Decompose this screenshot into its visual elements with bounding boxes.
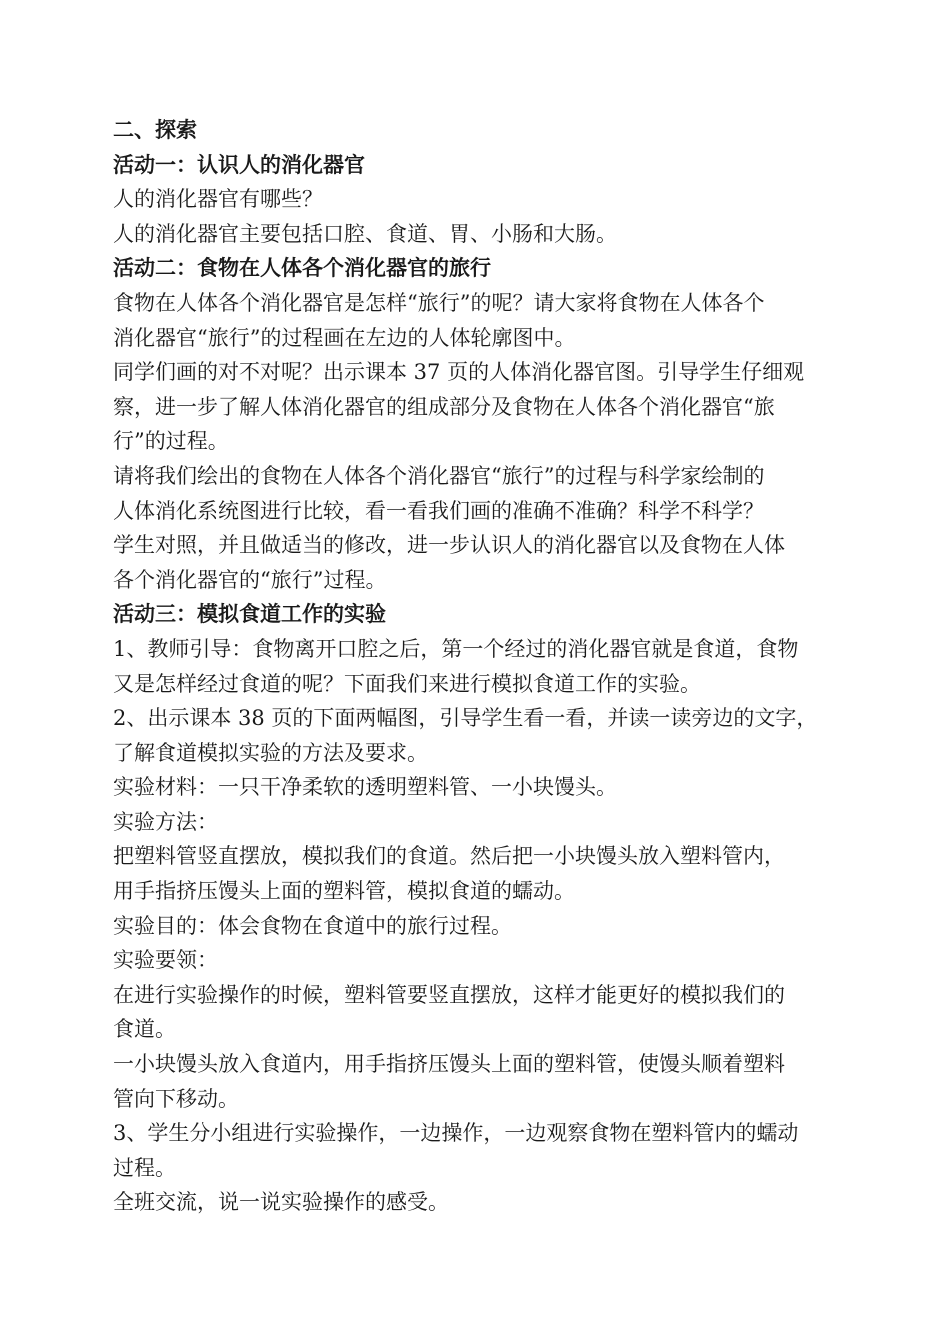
paragraph-line: 一小块馒头放入食道内，用手指挤压馒头上面的塑料管，使馒头顺着塑料 <box>113 1052 785 1077</box>
paragraph-line: 人的消化器官主要包括口腔、食道、胃、小肠和大肠。 <box>113 221 617 246</box>
paragraph-line: 过程。 <box>113 1155 176 1180</box>
activity-heading: 活动一：认识人的消化器官 <box>113 152 365 177</box>
paragraph-line: 同学们画的对不对呢？出示课本 37 页的人体消化器官图。引导学生仔细观 <box>113 360 805 385</box>
paragraph-line: 各个消化器官的“旅行”过程。 <box>113 567 387 592</box>
paragraph-line: 用手指挤压馒头上面的塑料管，模拟食道的蠕动。 <box>113 879 575 904</box>
section-heading: 二、探索 <box>113 118 197 142</box>
paragraph-line: 实验目的：体会食物在食道中的旅行过程。 <box>113 913 512 938</box>
paragraph-line: 3、学生分小组进行实验操作，一边操作，一边观察食物在塑料管内的蠕动 <box>113 1121 799 1146</box>
paragraph-line: 消化器官“旅行”的过程画在左边的人体轮廓图中。 <box>113 325 576 350</box>
paragraph-line: 2、出示课本 38 页的下面两幅图，引导学生看一看，并读一读旁边的文字， <box>113 706 818 731</box>
paragraph-line: 管向下移动。 <box>113 1086 239 1111</box>
paragraph-line: 察，进一步了解人体消化器官的组成部分及食物在人体各个消化器官“旅 <box>113 394 775 419</box>
paragraph-line: 把塑料管竖直摆放，模拟我们的食道。然后把一小块馒头放入塑料管内， <box>113 844 785 869</box>
paragraph-line: 行”的过程。 <box>113 429 229 454</box>
document-page <box>113 113 853 1220</box>
paragraph-line: 1、教师引导：食物离开口腔之后，第一个经过的消化器官就是食道，食物 <box>113 636 799 661</box>
paragraph-line: 全班交流，说一说实验操作的感受。 <box>113 1190 449 1215</box>
activity-heading: 活动二：食物在人体各个消化器官的旅行 <box>113 256 491 281</box>
paragraph-line: 又是怎样经过食道的呢？下面我们来进行模拟食道工作的实验。 <box>113 671 701 696</box>
paragraph-line: 实验要领： <box>113 948 218 973</box>
paragraph-line: 食道。 <box>113 1017 176 1042</box>
paragraph-line: 请将我们绘出的食物在人体各个消化器官“旅行”的过程与科学家绘制的 <box>113 463 765 488</box>
paragraph-line: 了解食道模拟实验的方法及要求。 <box>113 740 428 765</box>
paragraph-line: 在进行实验操作的时候，塑料管要竖直摆放，这样才能更好的模拟我们的 <box>113 982 785 1007</box>
activity-heading: 活动三：模拟食道工作的实验 <box>113 602 386 627</box>
paragraph-line: 学生对照，并且做适当的修改，进一步认识人的消化器官以及食物在人体 <box>113 533 785 558</box>
paragraph-line: 食物在人体各个消化器官是怎样“旅行”的呢？请大家将食物在人体各个 <box>113 290 765 315</box>
paragraph-line: 实验材料：一只干净柔软的透明塑料管、一小块馒头。 <box>113 775 617 800</box>
paragraph-line: 人的消化器官有哪些？ <box>113 187 323 212</box>
paragraph-line: 实验方法： <box>113 809 218 834</box>
paragraph-line: 人体消化系统图进行比较，看一看我们画的准确不准确？科学不科学？ <box>113 498 764 523</box>
